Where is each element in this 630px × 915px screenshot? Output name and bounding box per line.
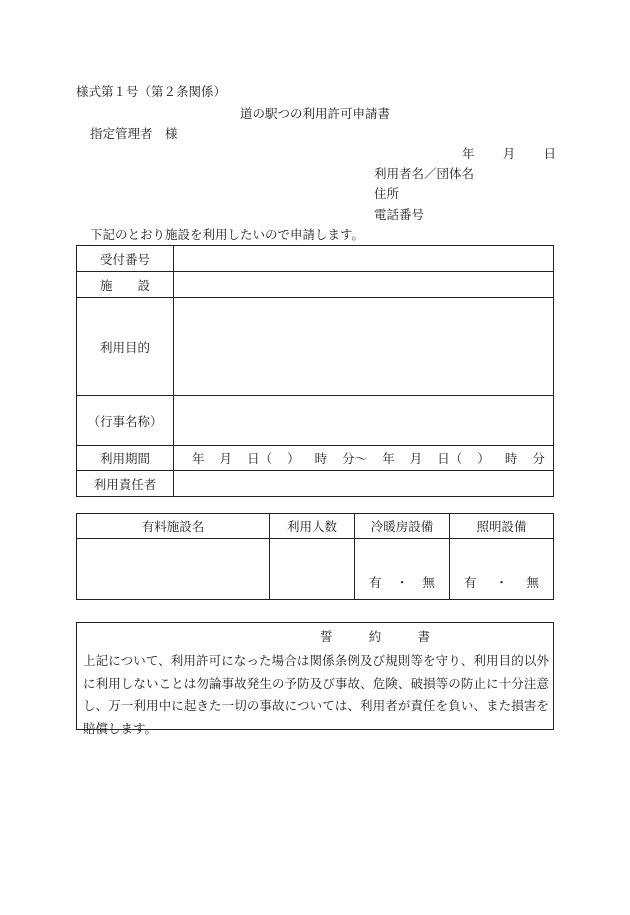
period-start-minute: 分～: [342, 451, 368, 466]
application-form-table: [76, 245, 554, 497]
pledge-box: [76, 622, 554, 736]
applicant-address-label: 住所: [374, 186, 400, 201]
row-responsible-person: [77, 471, 554, 497]
fee-facility-name-field[interactable]: [77, 539, 270, 600]
date-year: 年: [462, 146, 475, 161]
receipt-number-field[interactable]: [174, 246, 554, 272]
period-start-day: 日（: [247, 451, 273, 466]
responsible-person-field[interactable]: [174, 471, 554, 497]
facility-field[interactable]: [174, 272, 554, 298]
pledge-title-char-2: 約: [368, 629, 382, 644]
event-name-field[interactable]: [174, 396, 554, 446]
air-conditioning-yes[interactable]: 有: [369, 575, 382, 590]
lighting-separator: ・: [495, 575, 508, 590]
lighting-no[interactable]: 無: [526, 575, 539, 590]
date-month: 月: [502, 146, 516, 161]
header-lighting: 照明設備: [450, 514, 554, 539]
addressee: 指定管理者 様: [90, 126, 178, 141]
row-facility: [77, 272, 554, 298]
period-end-weekday-close: ）: [477, 451, 490, 466]
row-purpose: [77, 298, 554, 396]
responsible-person-label: 利用責任者: [77, 471, 174, 497]
period-start-year: 年: [192, 451, 205, 466]
user-count-field[interactable]: [270, 539, 355, 600]
lighting-choice[interactable]: [450, 539, 554, 600]
row-receipt-number: [77, 246, 554, 272]
event-name-label: （行事名称）: [77, 396, 174, 446]
period-end-day: 日（: [437, 451, 463, 466]
period-field[interactable]: [174, 446, 554, 471]
applicant-name-label: 利用者名／団体名: [374, 166, 475, 181]
air-conditioning-no[interactable]: 無: [422, 575, 435, 590]
date-day: 日: [543, 146, 556, 161]
header-fee-facility-name: 有料施設名: [77, 514, 270, 539]
facility-label: 施 設: [77, 272, 174, 298]
purpose-label: 利用目的: [77, 298, 174, 396]
pledge-title-char-3: 書: [417, 629, 430, 644]
fee-table-header-row: [77, 514, 554, 539]
period-end-year: 年: [382, 451, 395, 466]
intro-text: 下記のとおり施設を利用したいので申請します。: [90, 227, 365, 242]
document-title: 道の駅つの利用許可申請書: [239, 106, 390, 121]
period-end-minute: 分: [532, 451, 545, 466]
period-end-month: 月: [409, 451, 423, 466]
header-user-count: 利用人数: [270, 514, 355, 539]
period-start-month: 月: [219, 451, 233, 466]
purpose-field[interactable]: [174, 298, 554, 396]
air-conditioning-choice[interactable]: [355, 539, 450, 600]
period-label: 利用期間: [77, 446, 174, 471]
fee-table-entry-row: [77, 539, 554, 600]
air-conditioning-separator: ・: [395, 575, 409, 590]
pledge-title: [320, 631, 430, 644]
period-start-hour: 時: [314, 451, 328, 466]
form-number-label: 様式第１号（第２条関係）: [76, 84, 227, 99]
period-start-weekday-close: ）: [287, 451, 300, 466]
period-end-hour: 時: [504, 451, 518, 466]
pledge-title-char-1: 誓: [320, 629, 333, 644]
header-air-conditioning: 冷暖房設備: [355, 514, 450, 539]
applicant-phone-label: 電話番号: [374, 207, 425, 222]
date-line: [462, 148, 556, 161]
lighting-yes[interactable]: 有: [464, 575, 477, 590]
row-event-name: [77, 396, 554, 446]
fee-facility-table: [76, 513, 554, 600]
row-period: [77, 446, 554, 471]
receipt-number-label: 受付番号: [77, 246, 174, 272]
pledge-body: 上記について、利用許可になった場合は関係条例及び規則等を守り、利用目的以外に利用しないことは勿論事故発生の予防及び事故、危険、破損等の防止に十分注意し、万一利用中に起きた一切の事故については、利用者が責任を負い、また損害を賠償します。: [83, 653, 549, 736]
